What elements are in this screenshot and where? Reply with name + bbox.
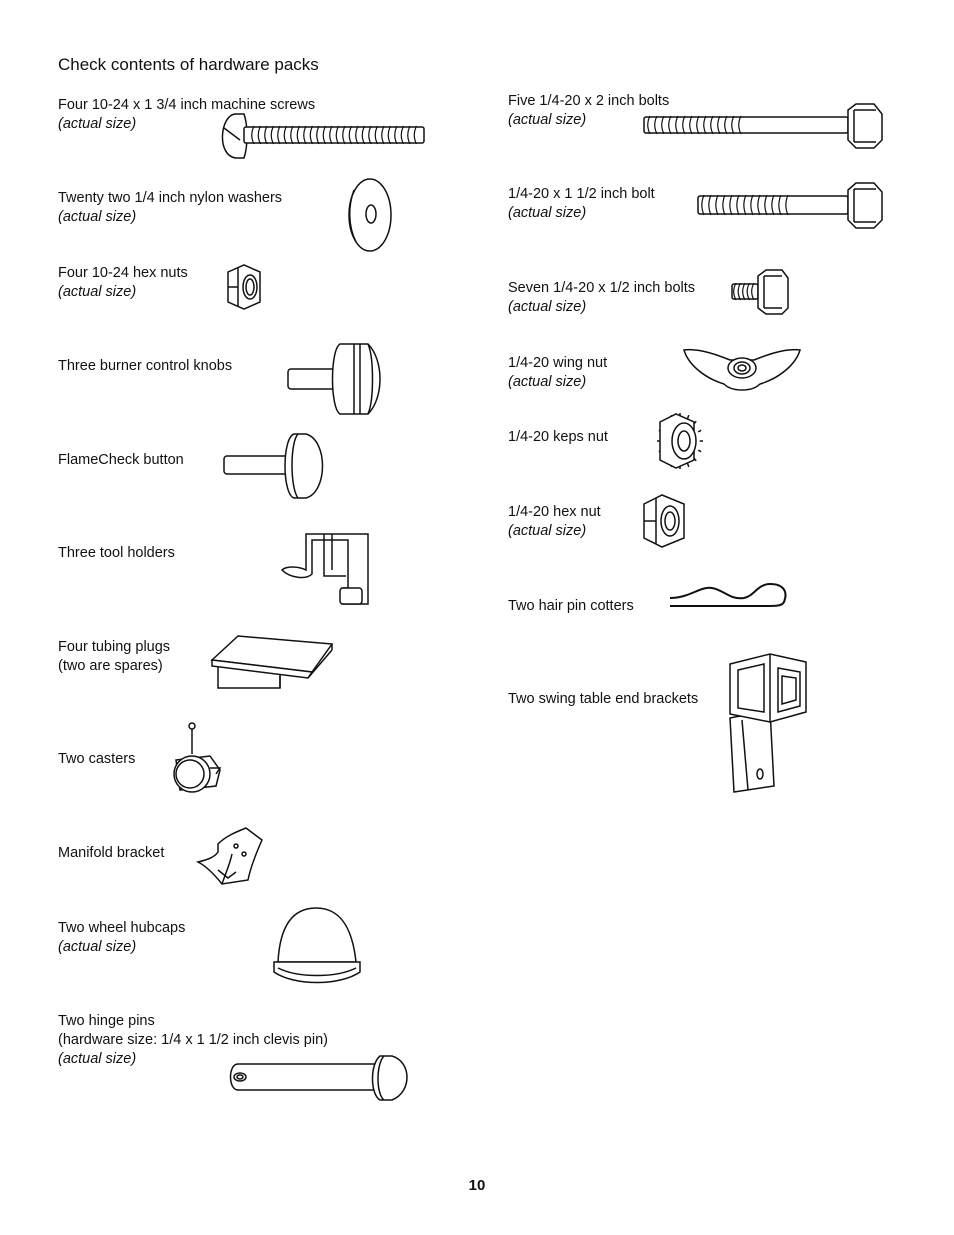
label-note: (actual size)	[58, 209, 137, 225]
bolt-2in-illustration	[640, 100, 886, 154]
flamecheck-button-illustration	[220, 432, 332, 500]
label-note: (actual size)	[508, 205, 587, 221]
label-note: (actual size)	[508, 112, 587, 128]
label-text: Four 10-24 x 1 3/4 inch machine screws	[58, 97, 316, 113]
label-text: 1/4-20 x 1 1/2 inch bolt	[508, 186, 655, 202]
washer-illustration	[346, 176, 394, 254]
hinge-pin-illustration	[224, 1052, 414, 1104]
hex-nut-quarter-illustration	[640, 492, 690, 550]
keps-tooth	[698, 430, 701, 432]
label-tool-holders	[58, 544, 175, 563]
label-text: Four 10-24 hex nuts	[58, 265, 188, 281]
label-text: Seven 1/4-20 x 1/2 inch bolts	[508, 280, 696, 296]
label-note: (actual size)	[58, 116, 137, 132]
label-text: (two are spares)	[58, 658, 163, 674]
label-control-knobs	[58, 357, 232, 376]
label-note: (actual size)	[58, 1051, 137, 1067]
label-bolts-half	[508, 279, 695, 317]
bolt-half-illustration	[728, 268, 792, 318]
hubcap-illustration	[270, 904, 366, 990]
label-text: Three tool holders	[58, 545, 175, 561]
label-note: (actual size)	[58, 284, 137, 300]
swing-bracket-illustration	[724, 650, 814, 796]
label-wing-nut	[508, 354, 607, 392]
hex-nut-illustration	[222, 262, 266, 312]
manifold-bracket-illustration	[192, 824, 270, 886]
label-hubcaps	[58, 919, 185, 957]
control-knob-illustration	[284, 338, 388, 420]
label-text: 1/4-20 keps nut	[508, 429, 608, 445]
page-number: 10	[468, 1177, 486, 1194]
keps-tooth	[698, 450, 701, 452]
keps-tooth	[688, 415, 689, 419]
label-text: Manifold bracket	[58, 845, 165, 861]
label-text: 1/4-20 wing nut	[508, 355, 608, 371]
keps-nut-illustration	[650, 410, 706, 474]
label-text: (hardware size: 1/4 x 1 1/2 inch clevis pin)	[58, 1032, 328, 1048]
label-swing-brackets	[508, 690, 698, 709]
keps-tooth	[688, 463, 689, 467]
label-note: (actual size)	[508, 299, 587, 315]
label-casters	[58, 750, 135, 769]
label-text: Two swing table end brackets	[508, 691, 699, 707]
label-hex-nuts	[58, 264, 188, 302]
label-nylon-washers	[58, 189, 282, 227]
label-hair-pin	[508, 597, 634, 616]
label-note: (actual size)	[508, 523, 587, 539]
label-keps-nut	[508, 428, 608, 447]
label-bolt-1-5in	[508, 185, 655, 223]
label-text: FlameCheck button	[58, 452, 184, 468]
label-hex-nut-quarter	[508, 503, 601, 541]
hair-pin-cotter-illustration	[666, 578, 792, 612]
label-text: Twenty two 1/4 inch nylon washers	[58, 190, 283, 206]
label-text: Two hair pin cotters	[508, 598, 634, 614]
label-text: 1/4-20 hex nut	[508, 504, 601, 520]
label-text: Two casters	[58, 751, 136, 767]
label-tubing-plugs	[58, 638, 170, 676]
tool-holder-illustration	[276, 530, 376, 610]
page-title: Check contents of hardware packs	[58, 55, 319, 74]
label-text: Two hinge pins	[58, 1013, 155, 1029]
label-text: Two wheel hubcaps	[58, 920, 186, 936]
label-text: Five 1/4-20 x 2 inch bolts	[508, 93, 670, 109]
label-flamecheck	[58, 451, 184, 470]
label-text: Four tubing plugs	[58, 639, 171, 655]
machine-screw-illustration	[214, 110, 430, 162]
caster-illustration	[166, 720, 232, 794]
tubing-plug-illustration	[208, 632, 338, 694]
label-manifold-bracket	[58, 844, 164, 863]
label-note: (actual size)	[508, 374, 587, 390]
label-note: (actual size)	[58, 939, 137, 955]
label-text: Three burner control knobs	[58, 358, 233, 374]
bolt-1-5in-illustration	[694, 180, 886, 232]
wing-nut-illustration	[680, 344, 804, 396]
